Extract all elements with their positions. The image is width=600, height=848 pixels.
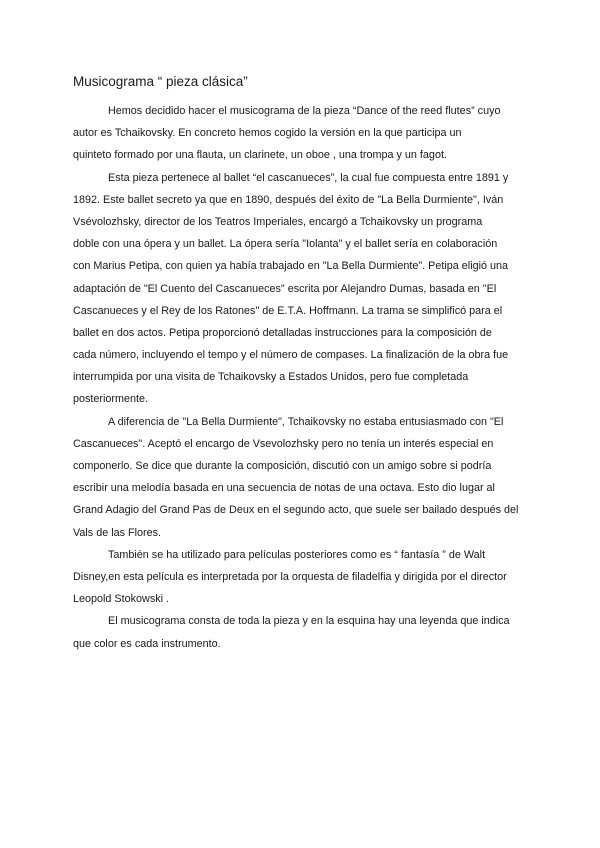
text-line: autor es Tchaikovsky. En concreto hemos cogido la versión en la que participa un — [73, 127, 462, 140]
text-line: Leopold Stokowski . — [73, 593, 170, 606]
text-line: quinteto formado por una flauta, un clarinete, un oboe , una trompa y un fagot. — [73, 149, 447, 162]
text-line: El musicograma consta de toda la pieza y en la esquina hay una leyenda que indica — [108, 615, 510, 628]
paragraph-history — [73, 167, 529, 411]
text-line: posteriormente. — [73, 393, 149, 406]
text-line: escribir una melodía basada en una secuencia de notas de una octava. Esto dio lugar al — [73, 482, 495, 495]
text-line: cada número, incluyendo el tempo y el número de compases. La finalización de la obra fue — [73, 349, 509, 362]
text-line: ballet en dos actos. Petipa proporcionó detalladas instrucciones para la composición de — [73, 326, 492, 339]
paragraph-musicogram — [73, 610, 529, 654]
text-line: con Marius Petipa, con quien ya había trabajado en "La Bella Durmiente". Petipa eligió una — [73, 260, 509, 273]
document-title: Musicograma “ pieza clásica” — [73, 74, 248, 89]
text-line: Cascanueces y el Rey de los Ratones" de E.T.A. Hoffmann. La trama se simplificó para el — [73, 304, 503, 317]
text-line: Hemos decidido hacer el musicograma de la pieza “Dance of the reed flutes” cuyo — [108, 105, 501, 117]
text-line: componerlo. Se dice que durante la composición, discutió con un amigo sobre si podría — [73, 460, 492, 472]
text-line: 1892. Este ballet secreto ya que en 1890, después del éxito de "La Bella Durmiente", Iván — [73, 193, 504, 206]
text-line: doble con una ópera y un ballet. La ópera sería "Iolanta" y el ballet sería en colaboración — [73, 238, 498, 251]
text-line: A diferencia de "La Bella Durmiente", Tchaikovsky no estaba entusiasmado con "El — [108, 415, 504, 428]
text-line: Vsévolozhsky, director de los Teatros Imperiales, encargó a Tchaikovsky un programa — [73, 215, 483, 228]
text-line: Disney,en esta película es interpretada por la orquesta de filadelfia y dirigida por el director — [73, 570, 507, 583]
document-body — [73, 100, 529, 655]
text-line: interrumpida por una visita de Tchaikovsky a Estados Unidos, pero fue completada — [73, 371, 469, 384]
text-line: También se ha utilizado para películas posteriores como es “ fantasía ” de Walt — [108, 548, 486, 561]
text-line: Vals de las Flores. — [73, 526, 162, 539]
text-line: Esta pieza pertenece al ballet “el cascanueces”, la cual fue compuesta entre 1891 y — [108, 171, 509, 184]
text-line: adaptación de "El Cuento del Cascanueces" escrita por Alejandro Dumas, basada en "El — [73, 282, 497, 295]
text-line: Cascanueces". Aceptó el encargo de Vsevolozhsky pero no tenía un interés especial en — [73, 437, 494, 450]
paragraph-composition — [73, 411, 529, 544]
paragraph-films — [73, 544, 529, 611]
text-line: Grand Adagio del Grand Pas de Deux en el segundo acto, que suele ser bailado después del — [73, 504, 519, 517]
text-line: que color es cada instrumento. — [73, 637, 221, 650]
paragraph-intro — [73, 100, 529, 167]
